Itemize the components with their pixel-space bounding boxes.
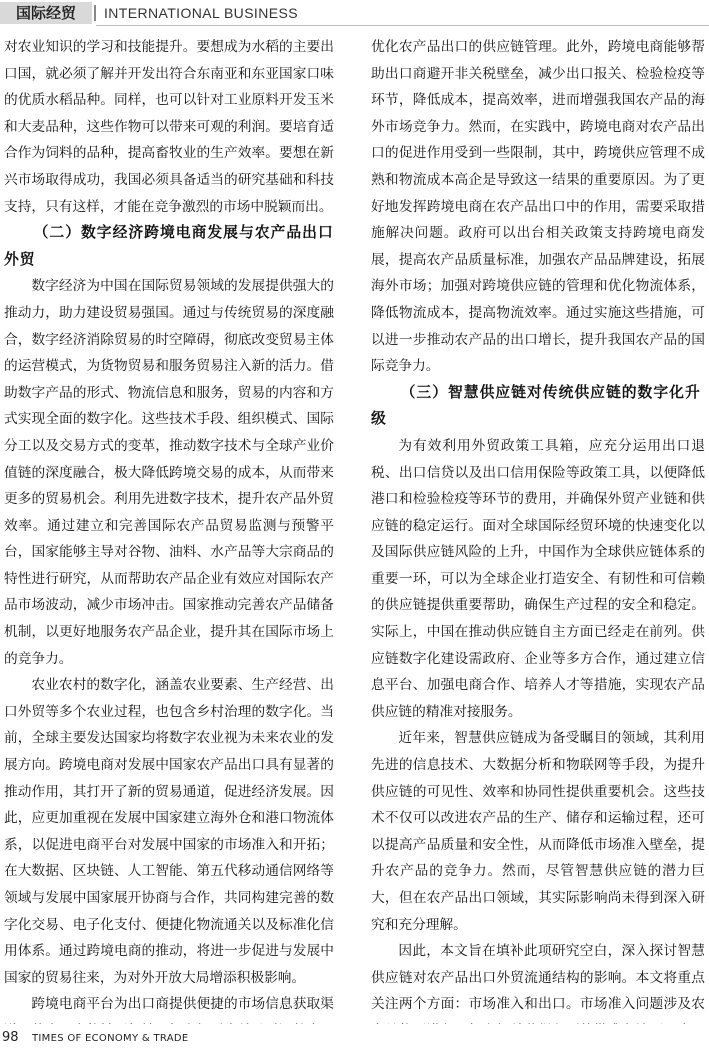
section-heading-2: （二）数字经济跨境电商发展与农产品出口外贸 [4, 224, 334, 268]
paragraph-continued: 优化农产品出口的供应链管理。此外，跨境电商能够帮助出口商避开非关税壁垒，减少出口报关、检验检疫等环节，降低成本，提高效率，进而增强我国农产品的海外市场竞争力。然而，在实践中，跨境电商对农产品出口的促进作用受到一些限制，其中，跨境供应管理不成熟和物流成本高企是导致这一结果的重要原因。为了更好地发挥跨境电商在农产品出口中的作用，需要采取措施解决问题。政府可以出台相关政策支持跨境电商发展，提高农产品质量标准，加强农产品品牌建设，拓展海外市场；加强对跨境供应链的管理和优化物流体系，降低物流成本，提高物流效率。通过实施这些措施，可以进一步推动农产品的出口增长，提升我国农产品的国际竞争力。 [371, 39, 705, 375]
paragraph: 因此，本文旨在填补此项研究空白，深入探讨智慧供应链对农产品出口外贸流通结构的影响。本文将重点关注两个方面：市场准入和出口。市场准入问题涉及农 [371, 943, 705, 1013]
section-tag-english: INTERNATIONAL BUSINESS [104, 5, 298, 21]
section-heading-3: （三）智慧供应链对传统供应链的数字化升级 [371, 383, 701, 428]
paragraph: 为有效利用外贸政策工具箱，应充分运用出口退税、出口信贷以及出口信用保险等政策工具，以便降低港口和检验检疫等环节的费用，并确保外贸产业链和供应链的稳定运行。面对全球国际经贸环境的快速变化以及国际供应链风险的上升，中国作为全球供应链体系的重要一环，可以为全球企业打造安全、有韧性和可信赖的供应链提供重要帮助，确保生产过程的安全和稳定。实际上，中国在推动供应链自主方面已经走在前列。供应链数字化建设需政府、企业等多方合作，通过建立信息平台、加强电商合作、培养人才等措施，实现农产品供应链的精准对接服务。 [371, 437, 705, 720]
page-number: 98 [2, 1030, 19, 1045]
header-divider [94, 5, 96, 21]
paragraph: 跨境电商平台为出口商提供便捷的市场信息获取渠 [31, 996, 334, 1013]
journal-name: TIMES OF ECONOMY & TRADE [32, 1033, 189, 1044]
paragraph: 数字经济为中国在国际贸易领域的发展提供强大的推动力，助力建设贸易强国。通过与传统贸易的深度融合，数字经济消除贸易的时空障碍，彻底改变贸易主体的运营模式，为货物贸易和服务贸易注入新的活力。借助数字产品的形式、物流信息和服务，贸易的内容和方式实现全面的数字化。这些技术手段、组织模式、国际分工以及交易方式的变革，推动数字技术与全球产业价值链的深度融合，极大降低跨境交易的成本，从而带来更多的贸易机会。利用先进数字技术，提升农产品外贸效率。通过建立和完善国际农产品贸易监测与预警平台，国家能够主导对谷物、油料、水产品等大宗商品的特性进行研究，从而帮助农产品企业有效应对国际农产品市场波动，减少市场冲击。国家推动完善农产品储备机制，以更好地服务农产品企业，提升其在国际市场上的竞争力。 [4, 278, 334, 667]
left-column [4, 34, 334, 1024]
header-rule [96, 25, 709, 26]
paragraph-continued: 对农业知识的学习和技能提升。要想成为水稻的主要出口国，就必须了解并开发出符合东南亚和东亚国家口味的优质水稻品种。同样，也可以针对工业原料开发玉米和大麦品种，这些作物可以带来可观的利润。要培育适合作为饲料的品种，提高畜牧业的生产效率。要想在新兴市场取得成功，我国必须具备适当的研究基础和科技支持，只有这样，才能在竞争激烈的市场中脱颖而出。 [4, 39, 334, 215]
page-footer [0, 1030, 709, 1048]
right-column [371, 34, 705, 1024]
page-header [0, 0, 709, 32]
section-tag: 国际经贸 [0, 2, 92, 24]
paragraph: 近年来，智慧供应链成为备受瞩目的领域，其利用先进的信息技术、大数据分析和物联网等手段，为提升供应链的可见性、效率和协同性提供重要机会。这些技术不仅可以改进农产品的生产、储存和运输过程，还可以提高产品质量和安全性，从而降低市场准入壁垒，提升农产品的竞争力。然而，尽管智慧供应链的潜力巨大，但在农产品出口领域，其实际影响尚未得到深入研究和充分理解。 [371, 730, 705, 933]
paragraph: 农业农村的数字化，涵盖农业要素、生产经营、出口外贸等多个农业过程，也包含乡村治理的数字化。当前，全球主要发达国家均将数字农业视为未来农业的发展方向。跨境电商对发展中国家农产品出口具有显著的推动作用，其打开了新的贸易通道，促进经济发展。因此，应更加重视在发展中国家建立海外仓和港口物流体系，以促进电商平台对发展中国家的市场准入和开拓；在大数据、区块链、人工智能、第五代移动通信网络等领域与发展中国家展开协商与合作，共同构建完善的数字化交易、电子化支付、便捷化物流通关以及标准化信用体系。通过跨境电商的推动，将进一步促进与发展中国家的贸易往来，为对外开放大局增添积极影响。 [4, 677, 334, 986]
